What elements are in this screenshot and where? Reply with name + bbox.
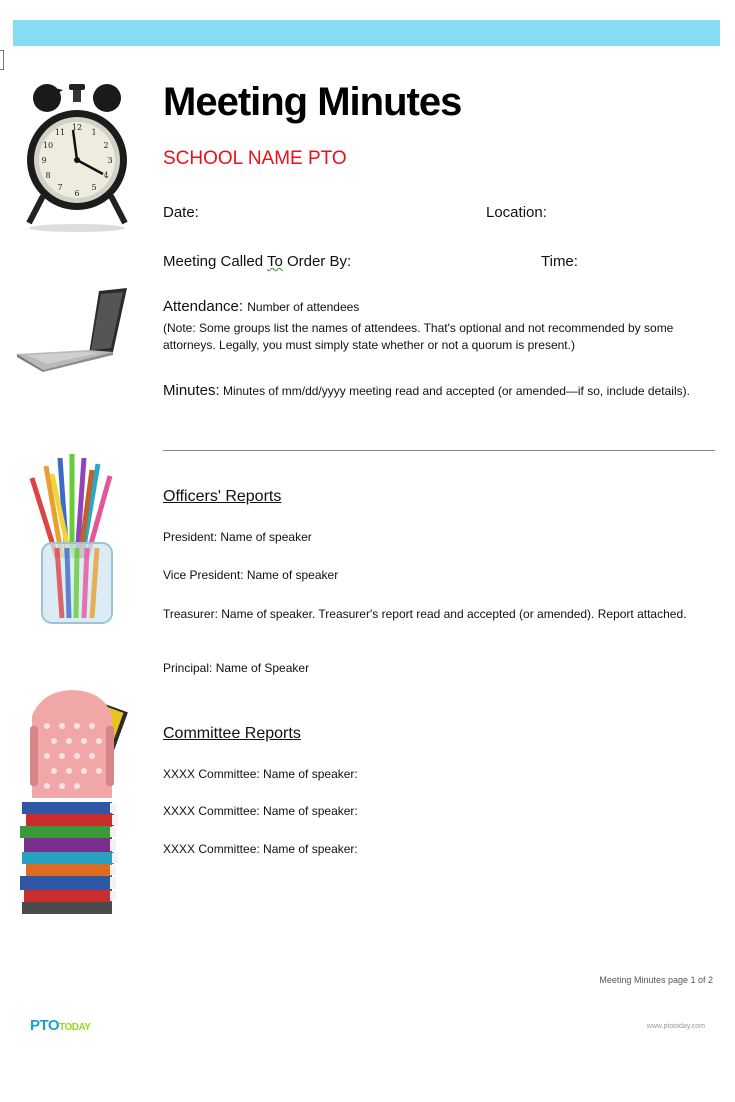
- committee-reports-heading: Committee Reports: [163, 725, 301, 742]
- svg-text:12: 12: [71, 123, 83, 132]
- minutes-label: Minutes:: [163, 382, 220, 399]
- officer-report-item: Treasurer: Name of speaker. Treasurer's report read and accepted (or amended). Report attached.: [163, 607, 687, 621]
- svg-text:4: 4: [103, 171, 109, 180]
- page-number: Meeting Minutes page 1 of 2: [599, 975, 713, 985]
- logo-today-text: TODAY: [59, 1022, 91, 1033]
- called-prefix: Meeting Called: [163, 253, 267, 270]
- officer-report-item: Principal: Name of Speaker: [163, 661, 310, 675]
- school-name: SCHOOL NAME PTO: [163, 148, 347, 169]
- called-to-word: To: [266, 253, 283, 270]
- minutes-paragraph: [163, 382, 723, 400]
- pto-today-logo: [30, 1017, 90, 1034]
- location-label: Location:: [486, 204, 547, 221]
- officer-report-item: President: Name of speaker: [163, 530, 312, 544]
- committee-report-item: XXXX Committee: Name of speaker:: [163, 842, 358, 856]
- svg-text:3: 3: [107, 156, 113, 165]
- called-to-order-label: [163, 253, 351, 270]
- svg-text:9: 9: [41, 156, 47, 165]
- attendance-note: (Note: Some groups list the names of attendees. That's optional and not recommended by some attorneys. Legally, you must simply state whether or not a quorum is present.): [163, 321, 674, 352]
- officers-reports-heading: Officers' Reports: [163, 488, 282, 505]
- committee-report-item: XXXX Committee: Name of speaker:: [163, 767, 358, 781]
- called-suffix: Order By:: [282, 253, 352, 270]
- logo-pto-text: PTO: [30, 1017, 60, 1034]
- date-label: Date:: [163, 204, 199, 221]
- alarm-clock-illustration: [15, 78, 140, 233]
- svg-text:11: 11: [54, 128, 66, 137]
- attendance-value: Number of attendees: [247, 300, 360, 314]
- attendance-heading: [163, 298, 359, 315]
- footer-url: www.ptotoday.com: [646, 1023, 705, 1030]
- crop-mark: [0, 50, 4, 70]
- section-divider: [163, 450, 715, 451]
- svg-text:8: 8: [45, 171, 51, 180]
- officer-report-item: Vice President: Name of speaker: [163, 568, 339, 582]
- attendance-label: Attendance:: [163, 298, 244, 315]
- minutes-text: Minutes of mm/dd/yyyy meeting read and accepted (or amended—if so, include details).: [223, 384, 690, 398]
- colored-pencils-illustration: [12, 448, 132, 638]
- backpack-and-books-illustration: [12, 686, 132, 926]
- top-accent-bar: [13, 20, 720, 46]
- svg-text:7: 7: [57, 183, 63, 192]
- svg-text:10: 10: [42, 141, 54, 150]
- svg-text:6: 6: [74, 189, 80, 198]
- laptop-illustration: [15, 288, 130, 373]
- time-label: Time:: [541, 253, 578, 270]
- svg-text:5: 5: [91, 183, 97, 192]
- svg-text:1: 1: [91, 128, 97, 137]
- svg-text:2: 2: [103, 141, 109, 150]
- page-title: Meeting Minutes: [163, 80, 462, 124]
- committee-report-item: XXXX Committee: Name of speaker:: [163, 804, 358, 818]
